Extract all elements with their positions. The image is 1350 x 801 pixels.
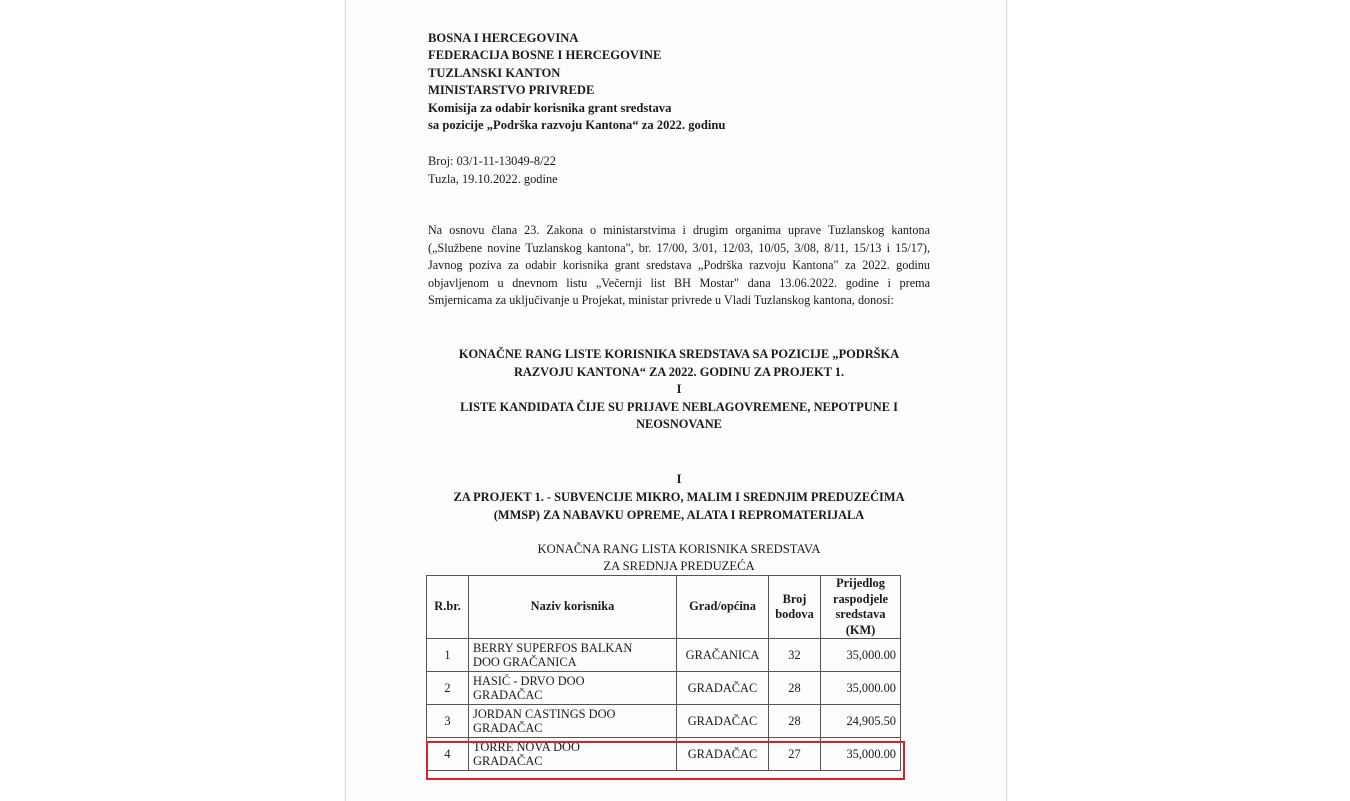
cell-bodovi: 28	[769, 672, 821, 705]
cell-bodovi: 27	[769, 738, 821, 771]
cell-grad: GRADAČAC	[677, 738, 769, 771]
section-numeral: I	[676, 472, 682, 486]
cell-rbr: 3	[427, 705, 469, 738]
table-row	[427, 705, 901, 738]
cell-naziv-line-2: GRADAČAC	[473, 721, 543, 735]
reference-number: Broj: 03/1-11-13049-8/22	[428, 154, 556, 168]
cell-naziv-line-2: DOO GRAČANICA	[473, 655, 577, 669]
cell-iznos: 35,000.00	[821, 639, 901, 672]
main-title-line-1: KONAČNE RANG LISTE KORISNIKA SREDSTAVA SA POZICIJE „PODRŠKA	[458, 347, 900, 361]
column-header-prijedlog: Prijedlog raspodjele sredstava (KM)	[821, 576, 901, 639]
place-date: Tuzla, 19.10.2022. godine	[428, 172, 558, 186]
table-row	[427, 639, 901, 672]
header-line-canton: TUZLANSKI KANTON	[428, 65, 561, 80]
main-title-line-3: I	[676, 382, 682, 397]
cell-rbr: 1	[427, 639, 469, 672]
table-caption-line-1: KONAČNA RANG LISTA KORISNIKA SREDSTAVA	[537, 542, 821, 556]
cell-naziv-line-2: GRADAČAC	[473, 688, 543, 702]
cell-grad: GRAČANICA	[677, 639, 769, 672]
cell-bodovi: 28	[769, 705, 821, 738]
header-line-country: BOSNA I HERCEGOVINA	[428, 31, 579, 45]
ranking-table	[426, 575, 901, 771]
cell-iznos: 24,905.50	[821, 705, 901, 738]
cell-rbr: 4	[427, 738, 469, 771]
section-title-line-1: ZA PROJEKT 1. - SUBVENCIJE MIKRO, MALIM I SREDNJIM PREDUZEĆIMA	[453, 489, 905, 504]
intro-paragraph: Na osnovu člana 23. Zakona o ministarstvima i drugim organima uprave Tuzlanskog kantona („Službene novine Tuzlanskog kantona", br. 17/00, 3/01, 12/03, 10/05, 3/08, 8/11, 15/13 i 15/17), Javnog poziva za odabir korisnika grant sredstava „Podrška razvoju Kantona" za 2022. godinu objavljenom u dnevnom listu „Večernji list BH Mostar" dana 13.06.2022. godine i prema Smjernicama za uključivanje u Projekat, ministar privrede u Vladi Tuzlanskog kantona, donosi:	[428, 223, 930, 308]
cell-naziv-line-1: JORDAN CASTINGS DOO	[473, 706, 616, 721]
document-reference	[428, 152, 558, 188]
table-caption	[428, 541, 930, 574]
column-header-grad: Grad/općina	[677, 576, 769, 639]
cell-naziv	[469, 705, 677, 738]
cell-naziv-line-1: TORRE NOVA DOO	[473, 739, 580, 754]
header-line-position: sa pozicije „Podrška razvoju Kantona“ za 2022. godinu	[428, 118, 726, 133]
cell-naziv	[469, 639, 677, 672]
table-row	[427, 672, 901, 705]
column-header-rbr: R.br.	[427, 576, 469, 639]
main-title-line-4: LISTE KANDIDATA ČIJE SU PRIJAVE NEBLAGOVREMENE, NEPOTPUNE I	[460, 399, 898, 414]
header-line-commission: Komisija za odabir korisnika grant sredstava	[428, 100, 672, 115]
main-title-line-2: RAZVOJU KANTONA“ ZA 2022. GODINU ZA PROJEKT 1.	[513, 364, 845, 379]
cell-iznos: 35,000.00	[821, 738, 901, 771]
cell-grad: GRADAČAC	[677, 672, 769, 705]
column-header-bodovi: Broj bodova	[769, 576, 821, 639]
cell-grad: GRADAČAC	[677, 705, 769, 738]
main-title	[428, 346, 930, 434]
cell-naziv	[469, 672, 677, 705]
column-header-naziv: Naziv korisnika	[469, 576, 677, 639]
cell-iznos: 35,000.00	[821, 672, 901, 705]
main-title-line-5: NEOSNOVANE	[636, 417, 722, 432]
document-header	[428, 30, 725, 134]
table-header-row	[427, 576, 901, 639]
cell-rbr: 2	[427, 672, 469, 705]
section-title-line-2: (MMSP) ZA NABAVKU OPREME, ALATA I REPROMATERIJALA	[493, 507, 865, 522]
cell-naziv-line-2: GRADAČAC	[473, 754, 543, 768]
cell-bodovi: 32	[769, 639, 821, 672]
document-page	[345, 0, 1007, 801]
section-title	[428, 471, 930, 524]
table-row-highlighted	[427, 738, 901, 771]
cell-naziv	[469, 738, 677, 771]
cell-naziv-line-1: HASIĆ - DRVO DOO	[473, 673, 585, 688]
cell-naziv-line-1: BERRY SUPERFOS BALKAN	[473, 640, 633, 655]
header-line-federation: FEDERACIJA BOSNE I HERCEGOVINE	[428, 48, 662, 63]
header-line-ministry: MINISTARSTVO PRIVREDE	[428, 83, 595, 98]
table-caption-line-2: ZA SREDNJA PREDUZEĆA	[603, 558, 755, 573]
